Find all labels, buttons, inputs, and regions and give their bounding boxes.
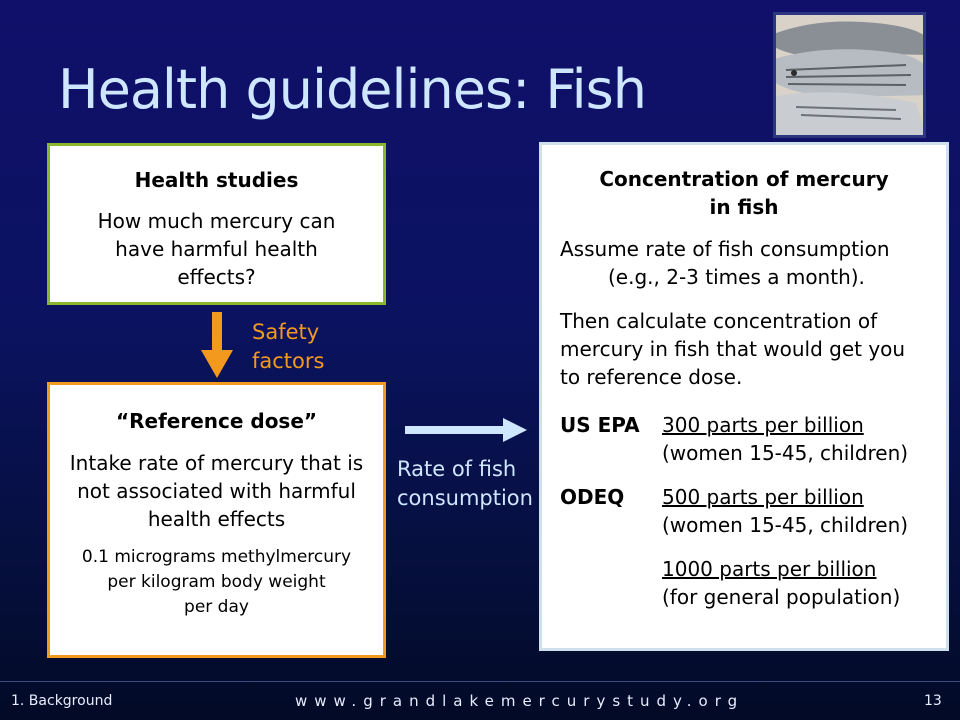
concentration-box	[539, 142, 949, 651]
odeq-value: 500 parts per billion	[662, 485, 864, 509]
general-note: (for general population)	[662, 585, 901, 609]
right-arrow-icon	[405, 418, 527, 442]
concentration-heading-1: Concentration of mercury	[599, 167, 889, 191]
epa-entry	[560, 411, 940, 467]
assume-line-1: Assume rate of fish consumption	[560, 237, 890, 261]
dose-line-2: per kilogram body weight	[107, 572, 326, 592]
health-studies-heading: Health studies	[134, 168, 299, 192]
epa-note: (women 15-45, children)	[662, 441, 909, 465]
footer-url: www.grandlakemercurystudy.org	[295, 692, 745, 710]
dose-line-3: per day	[184, 597, 249, 617]
general-value: 1000 parts per billion	[662, 557, 877, 581]
health-line-2: have harmful health	[115, 237, 318, 261]
general-entry	[662, 555, 942, 611]
slide-title: Health guidelines: Fish	[58, 58, 646, 121]
odeq-note: (women 15-45, children)	[662, 513, 909, 537]
concentration-heading-2: in fish	[709, 195, 779, 219]
fish-photo	[773, 12, 926, 138]
odeq-entry	[560, 483, 940, 539]
dose-line-1: 0.1 micrograms methylmercury	[81, 547, 352, 567]
reference-line-1: Intake rate of mercury that is	[69, 451, 364, 475]
health-studies-box	[47, 143, 386, 305]
rate-line-1: Rate of fish	[397, 457, 517, 481]
calc-line-2: mercury in fish that would get you	[560, 337, 906, 361]
assume-line-2: (e.g., 2-3 times a month).	[608, 265, 865, 289]
epa-agency: US EPA	[560, 413, 640, 437]
safety-line-2: factors	[252, 349, 325, 373]
calc-line-3: to reference dose.	[560, 365, 743, 389]
down-arrow-icon	[201, 312, 233, 378]
rate-of-fish-label	[397, 455, 533, 513]
safety-line-1: Safety	[252, 320, 320, 344]
health-line-1: How much mercury can	[97, 209, 336, 233]
reference-dose-box	[47, 382, 386, 658]
reference-line-2: not associated with harmful	[77, 479, 356, 503]
health-line-3: effects?	[177, 265, 256, 289]
safety-factors-label	[252, 318, 324, 376]
footer-section: 1. Background	[11, 693, 113, 709]
rate-line-2: consumption	[397, 486, 533, 510]
calc-line-1: Then calculate concentration of	[560, 309, 878, 333]
reference-heading: “Reference dose”	[115, 409, 318, 433]
footer-divider	[0, 681, 960, 682]
epa-value: 300 parts per billion	[662, 413, 864, 437]
reference-line-3: health effects	[147, 507, 286, 531]
odeq-agency: ODEQ	[560, 485, 625, 509]
footer-page-number: 13	[924, 693, 942, 709]
